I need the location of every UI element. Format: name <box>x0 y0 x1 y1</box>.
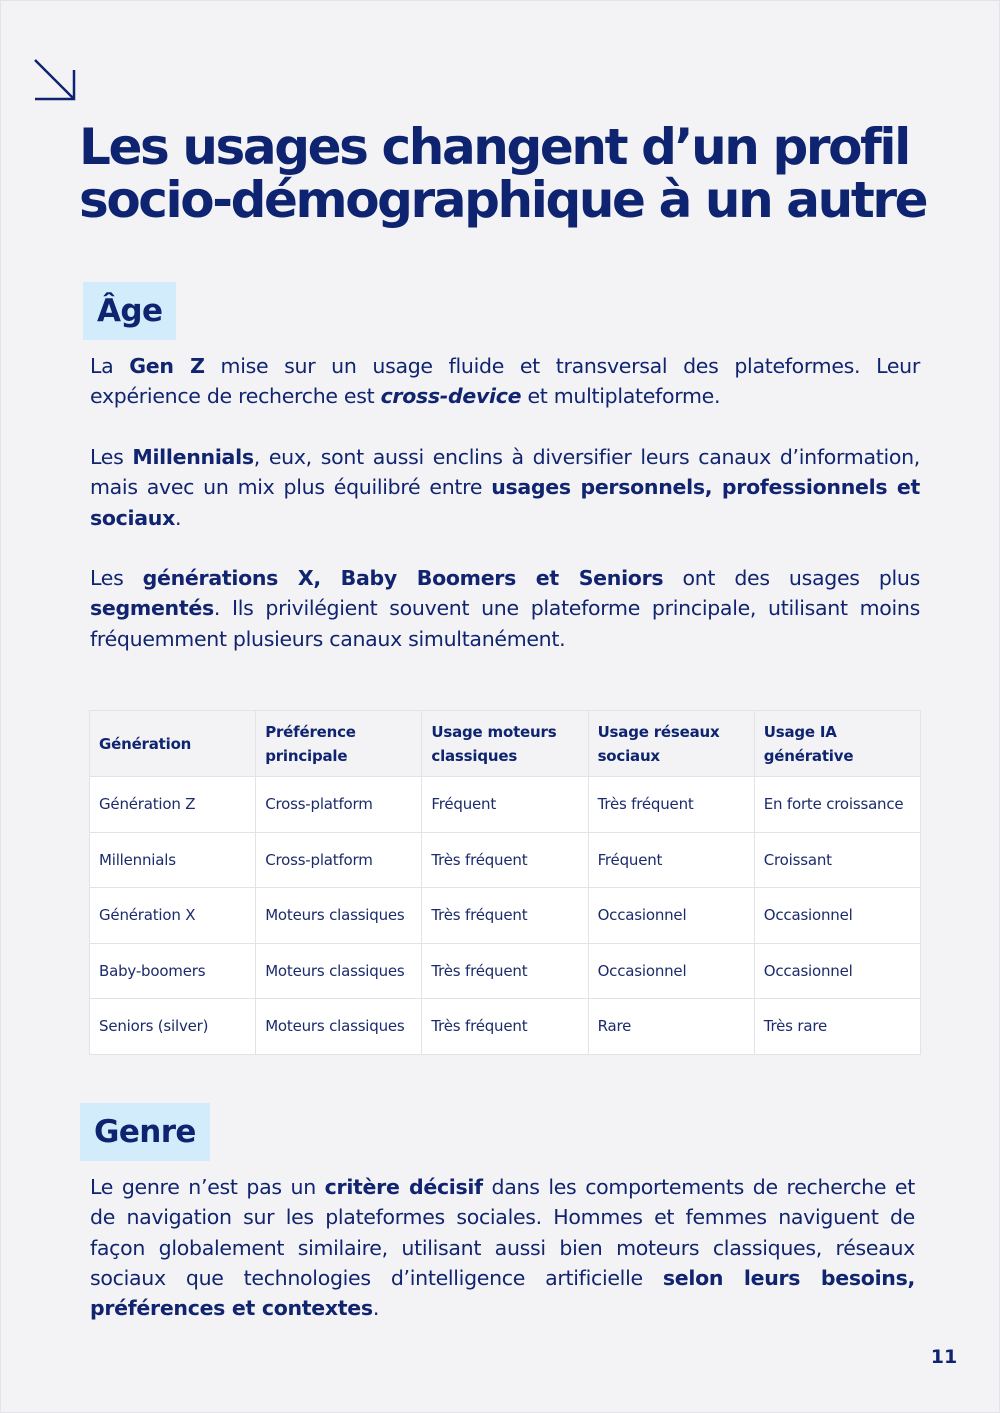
table-cell: Cross-platform <box>256 832 422 888</box>
header-search-engines: Usage moteurs classiques <box>422 711 588 777</box>
table-row <box>90 999 921 1055</box>
table-cell: Très fréquent <box>422 999 588 1055</box>
table-cell: Fréquent <box>422 777 588 833</box>
table-row <box>90 943 921 999</box>
table-cell: Moteurs classiques <box>256 999 422 1055</box>
table-cell: Très rare <box>754 999 920 1055</box>
section-heading-genre: Genre <box>80 1103 210 1161</box>
table-cell: Baby-boomers <box>90 943 256 999</box>
title-line-1: Les usages changent d’un profil <box>79 118 909 176</box>
table-cell: Génération Z <box>90 777 256 833</box>
table-cell: Très fréquent <box>588 777 754 833</box>
table-cell: Occasionnel <box>588 888 754 944</box>
table-cell: En forte croissance <box>754 777 920 833</box>
header-generation: Génération <box>90 711 256 777</box>
table-cell: Millennials <box>90 832 256 888</box>
table-cell: Très fréquent <box>422 888 588 944</box>
table-row <box>90 832 921 888</box>
table-cell: Moteurs classiques <box>256 943 422 999</box>
section-heading-age: Âge <box>83 282 176 340</box>
page-number: 11 <box>930 1346 958 1368</box>
paragraph-older-generations: Les générations X, Baby Boomers et Seniors ont des usages plus segmentés. Ils privilégient souvent une plateforme principale, utilisant moins fréquemment plusieurs canaux simultanément. <box>90 566 921 651</box>
table-row <box>90 777 921 833</box>
table-cell: Génération X <box>90 888 256 944</box>
page-title <box>79 118 959 229</box>
header-social-networks: Usage réseaux sociaux <box>588 711 754 777</box>
table-cell: Seniors (silver) <box>90 999 256 1055</box>
paragraph-gen-z: La Gen Z mise sur un usage fluide et transversal des plateformes. Leur expérience de recherche est cross-device et multiplateforme. <box>90 354 920 409</box>
table-cell: Cross-platform <box>256 777 422 833</box>
header-generative-ai: Usage IA générative <box>754 711 920 777</box>
table-cell: Occasionnel <box>588 943 754 999</box>
table-cell: Croissant <box>754 832 920 888</box>
table-cell: Moteurs classiques <box>256 888 422 944</box>
paragraph-genre: Le genre n’est pas un critère décisif dans les comportements de recherche et de navigation sur les plateformes sociales. Hommes et femmes naviguent de façon globalement similaire, utilisant aussi bien moteurs classiques, réseaux sociaux que technologies d’intelligence artificielle selon leurs besoins, préférences et contextes. <box>90 1175 915 1321</box>
table-cell: Fréquent <box>588 832 754 888</box>
table-cell: Occasionnel <box>754 943 920 999</box>
generation-usage-table <box>89 710 921 1055</box>
table-cell: Très fréquent <box>422 832 588 888</box>
table-cell: Très fréquent <box>422 943 588 999</box>
title-line-2: socio-démographique à un autre <box>79 171 927 229</box>
paragraph-millennials: Les Millennials, eux, sont aussi enclins à diversifier leurs canaux d’information, mais avec un mix plus équilibré entre usages personnels, professionnels et sociaux. <box>90 445 921 530</box>
arrow-down-right-icon <box>31 56 79 104</box>
table-header-row <box>90 711 921 777</box>
table-row <box>90 888 921 944</box>
table-cell: Occasionnel <box>754 888 920 944</box>
header-preference: Préférence principale <box>256 711 422 777</box>
table-cell: Rare <box>588 999 754 1055</box>
